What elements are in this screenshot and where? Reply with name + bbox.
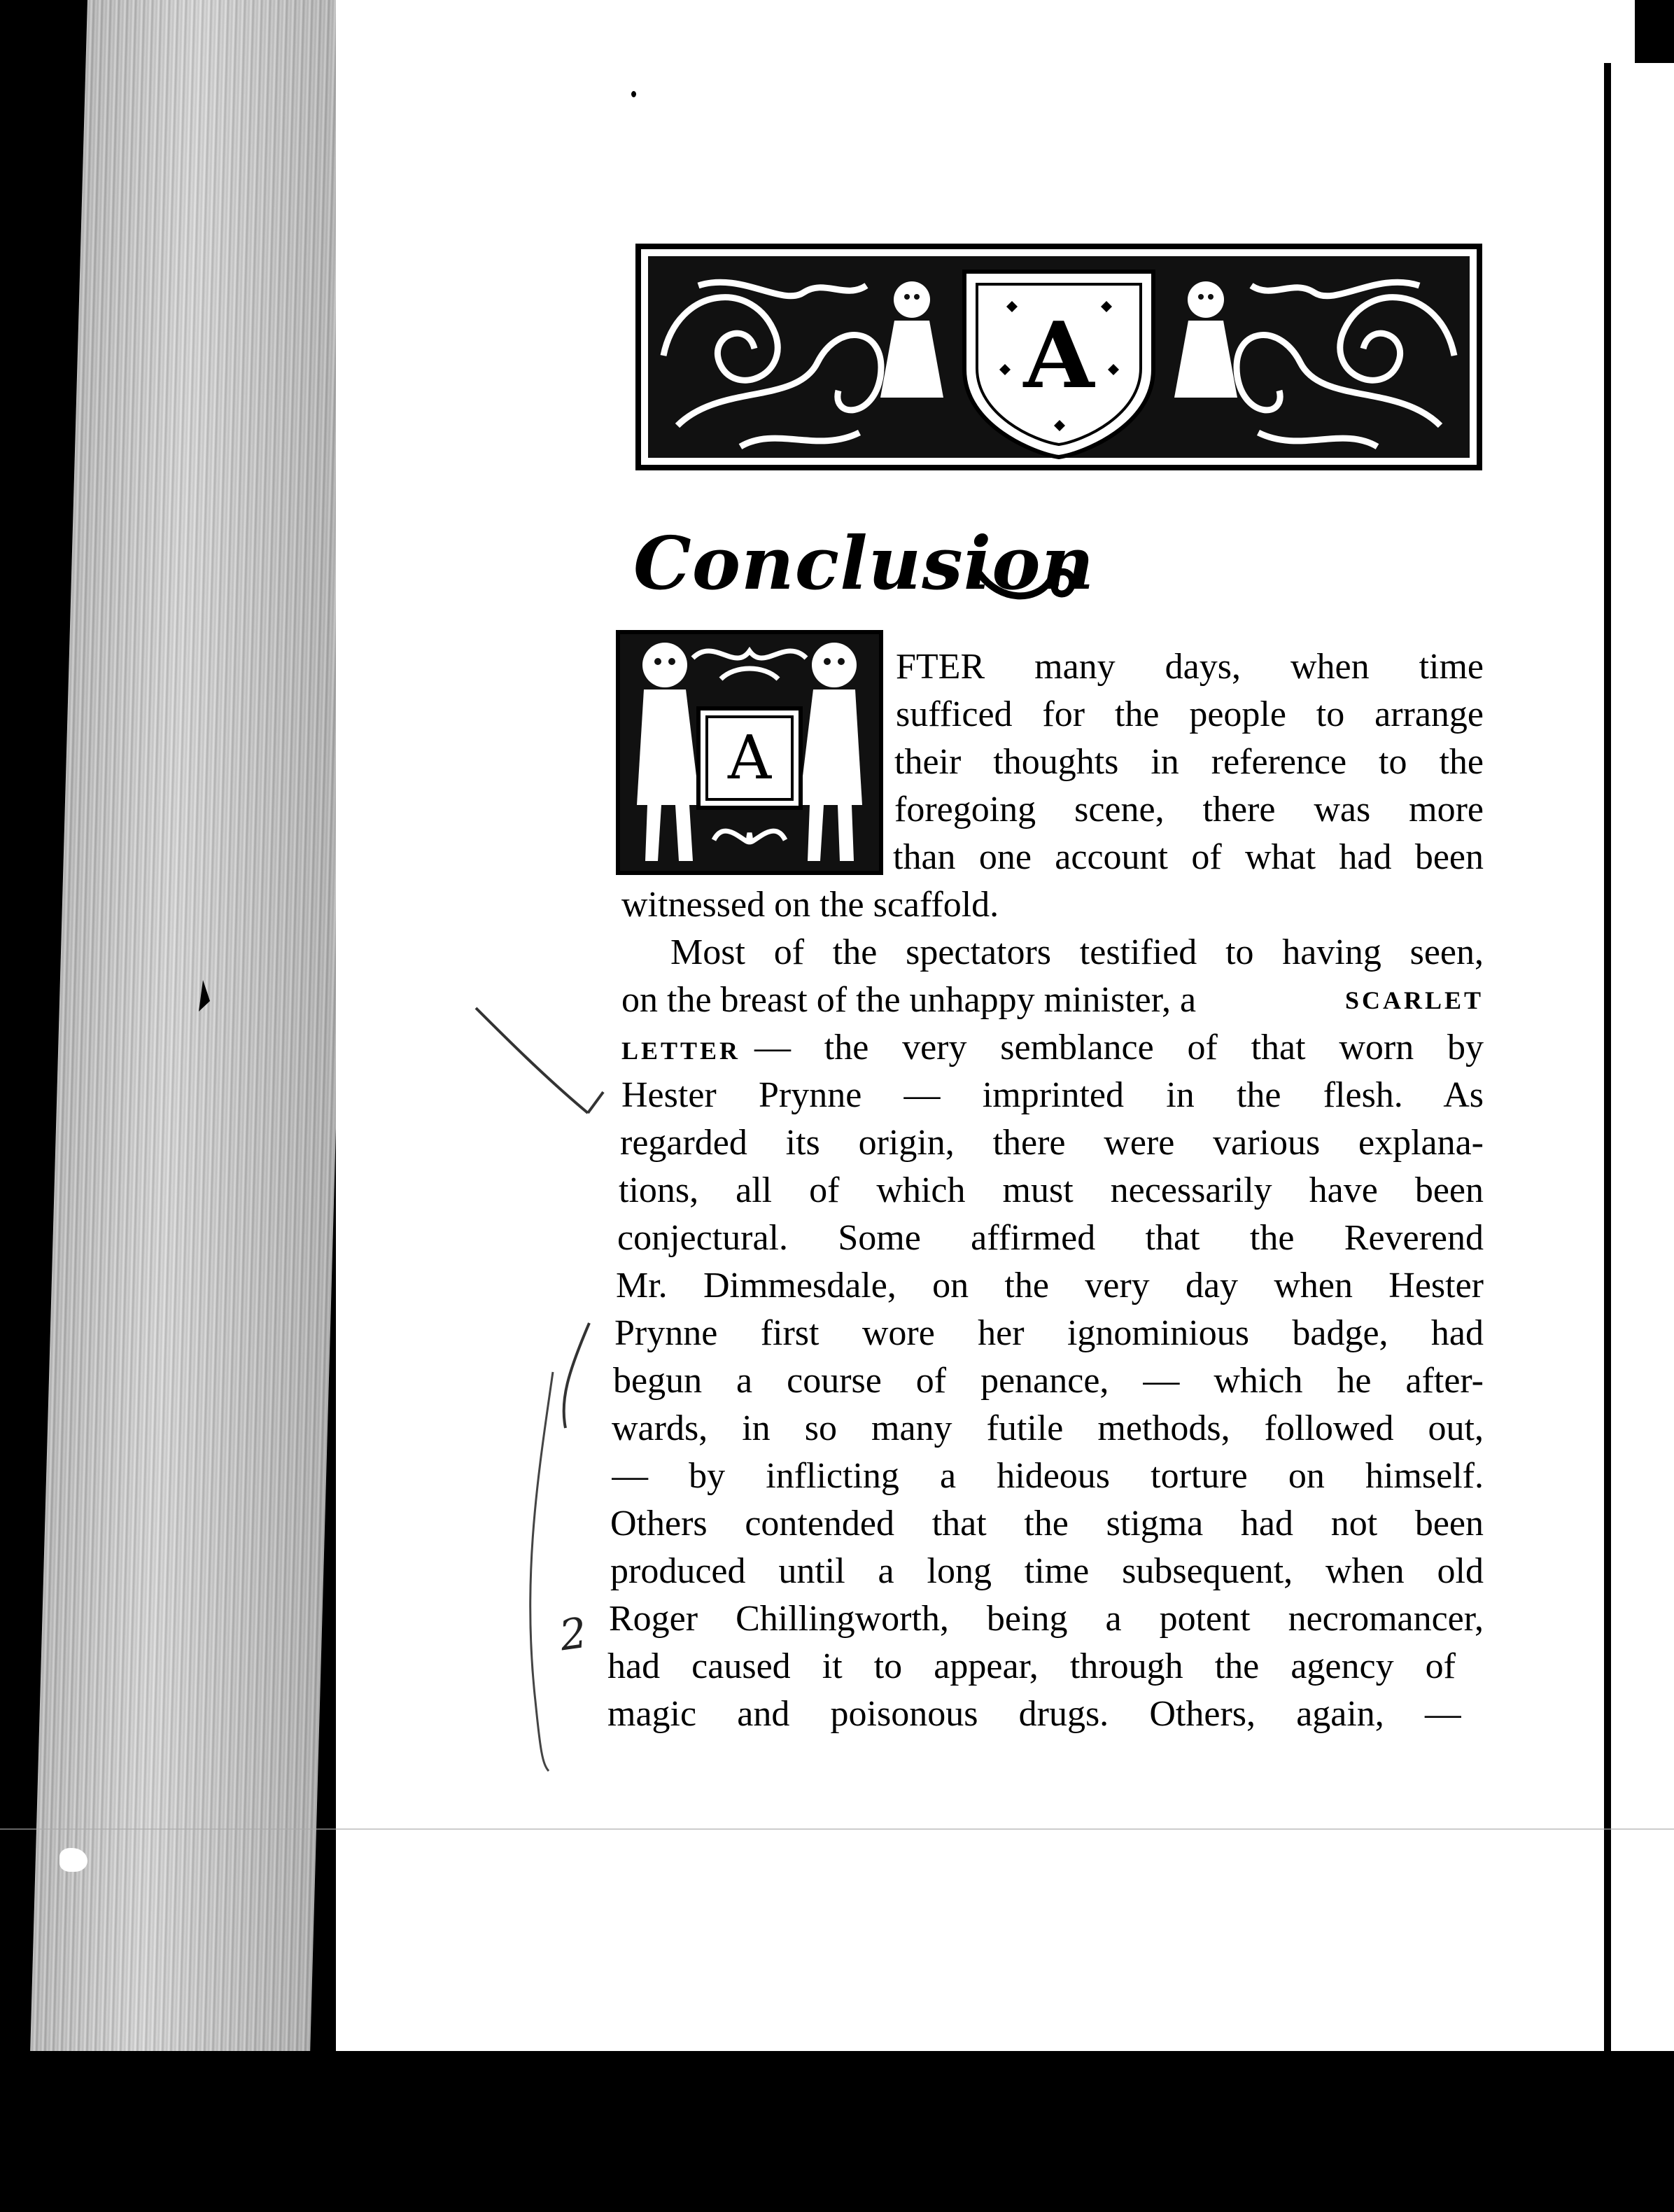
text-line	[621, 1025, 1484, 1071]
text-line: Prynne first wore her ignominious badge, had	[614, 1313, 1484, 1353]
drop-cap-ornament	[616, 630, 883, 875]
text-line: produced until a long time subsequent, when old	[610, 1551, 1484, 1591]
text-line: FTER many days, when time	[896, 647, 1484, 687]
text-line	[621, 977, 1484, 1023]
small-caps-scarlet: SCARLET	[1344, 986, 1484, 1014]
text-line: Mr. Dimmesdale, on the very day when Hester	[616, 1266, 1484, 1306]
text-fragment: on the breast of the unhappy minister, a	[621, 980, 1197, 1020]
text-line: wards, in so many futile methods, followed out,	[612, 1408, 1484, 1448]
text-line: witnessed on the scaffold.	[621, 885, 999, 925]
dust-speck	[631, 91, 636, 97]
text-line: than one account of what had been	[893, 837, 1484, 877]
text-line: their thoughts in reference to the	[894, 742, 1484, 782]
text-line: conjectural. Some affirmed that the Reverend	[617, 1218, 1484, 1258]
margin-numeral: 2	[556, 1608, 590, 1661]
text-line: had caused it to appear, through the agency of	[607, 1646, 1456, 1686]
scan-artifact-line	[0, 1828, 1674, 1830]
text-line: tions, all of which must necessarily have been	[619, 1170, 1484, 1210]
facing-page-edge	[1604, 63, 1674, 2051]
text-line: Hester Prynne — imprinted in the flesh. As	[621, 1075, 1484, 1115]
dust-speck	[43, 987, 48, 991]
small-caps-letter: LETTER	[621, 1037, 741, 1065]
text-line: foregoing scene, there was more	[894, 790, 1484, 830]
text-line: Others contended that the stigma had not been	[610, 1504, 1484, 1544]
drop-cap-letter: A	[727, 723, 772, 793]
text-line: Roger Chillingworth, being a potent necromancer,	[609, 1599, 1484, 1639]
text-line: sufficed for the people to arrange	[896, 694, 1484, 734]
text-line: — by inflicting a hideous torture on himself.	[612, 1456, 1484, 1496]
text-line: begun a course of penance, — which he after-	[613, 1361, 1484, 1401]
page-corner-tear	[59, 1848, 87, 1872]
text-line: regarded its origin, there were various explana-	[620, 1123, 1484, 1163]
chapter-title: Conclusion	[633, 520, 1095, 606]
ornamental-headpiece	[635, 244, 1482, 470]
text-line: magic and poisonous drugs. Others, again, —	[607, 1694, 1461, 1734]
dust-speck	[15, 259, 21, 265]
text-fragment: — the very semblance of that worn by	[754, 1028, 1484, 1068]
text-line: Most of the spectators testified to having seen,	[670, 932, 1484, 972]
title-flourish	[973, 546, 1085, 609]
book-page-edge	[30, 0, 367, 2051]
headpiece-letter: A	[1023, 302, 1095, 409]
